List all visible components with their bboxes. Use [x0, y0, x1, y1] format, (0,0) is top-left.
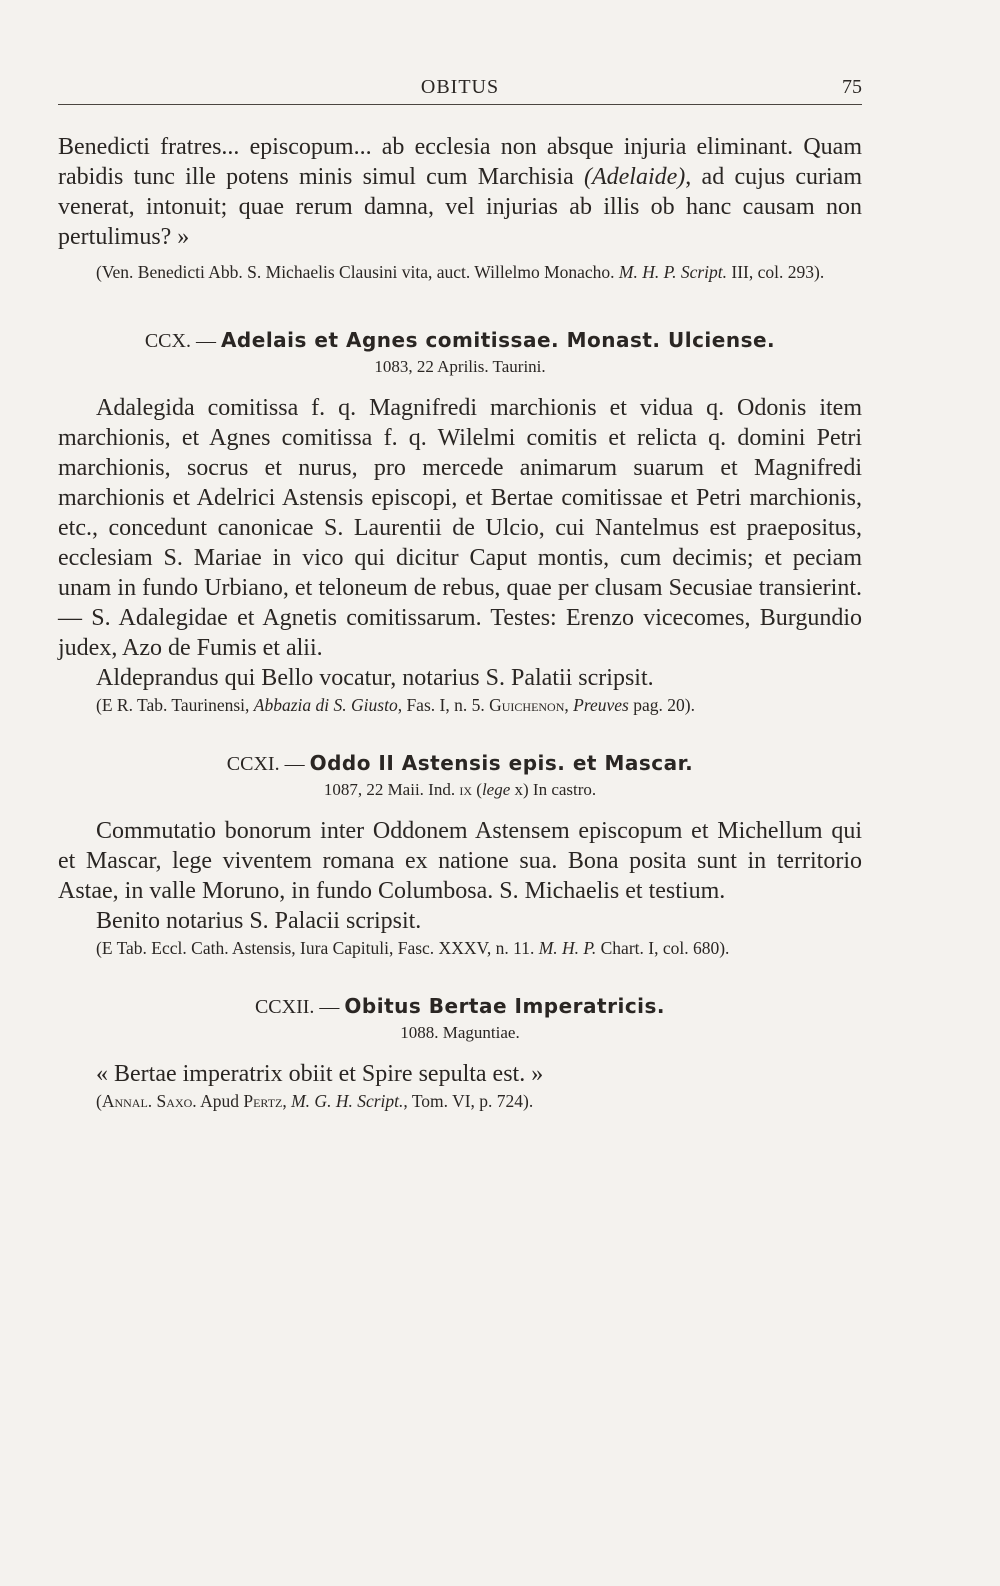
doc-ccxii-heading: CCXII. — Obitus Bertae Imperatricis.	[254, 994, 666, 1018]
doc-ccx-heading: CCX. — Adelais et Agnes comitissae. Monast. Ulciense.	[144, 328, 776, 352]
running-title: OBITUS	[420, 76, 500, 98]
doc-ccxii-source-note: (Annal. Saxo. Apud Pertz, M. G. H. Script., Tom. VI, p. 724).	[96, 1091, 534, 1111]
doc-ccxii-dateline: 1088. Maguntiae.	[400, 1023, 520, 1042]
page-number: 75	[842, 76, 862, 98]
doc-ccxii-body: « Bertae imperatrix obiit et Spire sepulta est. »	[96, 1061, 544, 1087]
continuation-source-note: (Ven. Benedicti Abb. S. Michaelis Clausini vita, auct. Willelmo Monacho. M. H. P. Script. III, col. 293).	[96, 262, 825, 282]
doc-ccxi-notary: Benito notarius S. Palacii scripsit.	[96, 908, 422, 934]
doc-ccxi-heading: CCXI. — Oddo II Astensis epis. et Mascar.	[226, 751, 694, 775]
doc-ccx-dateline: 1083, 22 Aprilis. Taurini.	[374, 357, 546, 376]
doc-ccxi-title: Oddo II Astensis epis. et Mascar.	[309, 751, 694, 775]
page-body	[58, 132, 862, 1113]
doc-ccx-source-note: (E R. Tab. Taurinensi, Abbazia di S. Giusto, Fas. I, n. 5. Guichenon, Preuves pag. 20).	[96, 695, 695, 715]
doc-ccx-body: Adalegida comitissa f. q. Magnifredi marchionis et vidua q. Odonis item marchionis, et Agnes comitissa f. q. Wilelmi comitis et relicta q. domini Petri marchionis, socrus et nurus, pro mercede animarum suarum et Magnifredi marchionis et Adelrici Astensis episcopi, et Bertae comitissae et Petri marchionis, etc., concedunt canonicae S. Laurentii de Ulcio, cui Nantelmus est praepositus, ecclesiam S. Mariae in vico qui dicitur Caput montis, cum decimis; et peciam unam in fundo Urbiano, et teloneum de rebus, quae per clusam Secusiae transierint. — S. Adalegidae et Agnetis comitissarum. Testes: Erenzo vicecomes, Burgundio judex, Azo de Fumis et alii.	[58, 395, 862, 661]
doc-ccx-notary: Aldeprandus qui Bello vocatur, notarius S. Palatii scripsit.	[96, 665, 654, 691]
doc-ccxi-source-note: (E Tab. Eccl. Cath. Astensis, Iura Capituli, Fasc. XXXV, n. 11. M. H. P. Chart. I, col. 680).	[96, 938, 730, 958]
doc-ccx-title: Adelais et Agnes comitissae. Monast. Ulciense.	[220, 328, 776, 352]
doc-ccxi-dateline: 1087, 22 Maii. Ind. ix (lege x) In castro.	[323, 780, 597, 799]
running-header	[58, 74, 862, 105]
doc-ccxii-title: Obitus Bertae Imperatricis.	[344, 994, 666, 1018]
continuation-paragraph: Benedicti fratres... episcopum... ab ecclesia non absque injuria eliminant. Quam rabidis tunc ille potens minis simul cum Marchisia (Adelaide), ad cujus curiam venerat, intonuit; quae rerum damna, vel injurias ab illis ob hanc causam non pertulimus? »	[58, 134, 862, 250]
doc-ccxi-body: Commutatio bonorum inter Oddonem Astensem episcopum et Michellum qui et Mascar, lege viventem romana ex natione sua. Bona posita sunt in territorio Astae, in valle Moruno, in fundo Columbosa. S. Michaelis et testium.	[58, 818, 862, 904]
